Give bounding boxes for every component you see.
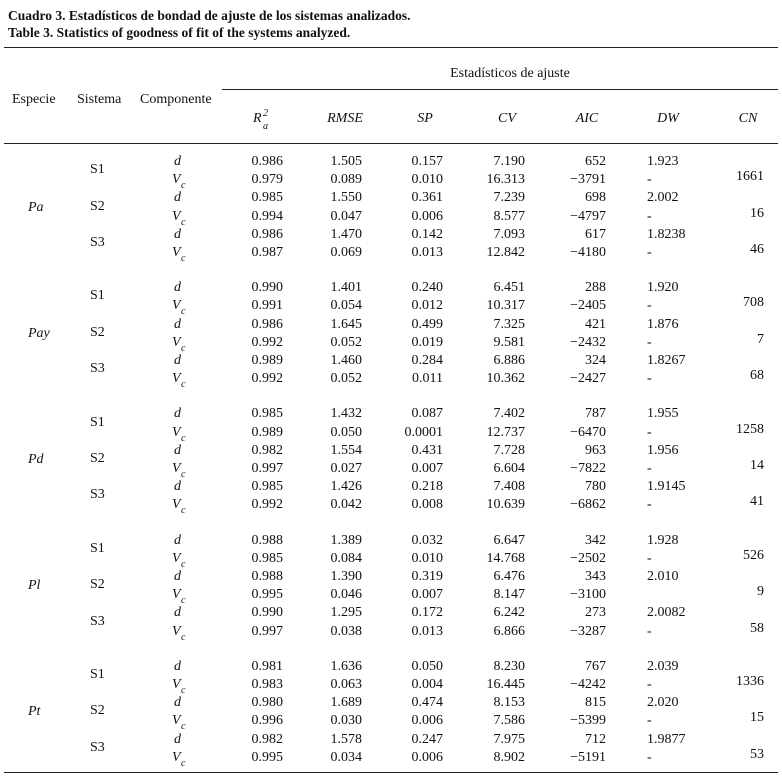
sp-value: 0.006 <box>411 208 443 224</box>
dw-value: 1.9145 <box>647 479 686 495</box>
cv-value: 10.639 <box>486 497 525 513</box>
ra2-value: 0.986 <box>251 316 283 332</box>
sp-value: 0.007 <box>411 587 443 603</box>
sp-value: 0.474 <box>411 695 443 711</box>
cv-value: 6.451 <box>493 280 525 296</box>
rmse-value: 0.047 <box>330 208 362 224</box>
component-vc-subscript: c <box>181 558 186 570</box>
aic-value: 273 <box>585 605 606 621</box>
sp-value: 0.012 <box>411 298 443 314</box>
sp-value: 0.008 <box>411 497 443 513</box>
component-vc: V <box>172 677 181 692</box>
ra2-value: 0.995 <box>251 587 283 603</box>
rmse-value: 1.554 <box>330 442 362 458</box>
system-name: S2 <box>90 577 105 593</box>
sp-value: 0.157 <box>411 154 443 169</box>
aic-value: 815 <box>585 695 606 711</box>
cn-value: 41 <box>750 494 764 510</box>
rmse-value: 1.550 <box>330 190 362 206</box>
component-d: d <box>174 406 181 422</box>
ra2-value: 0.985 <box>251 550 283 566</box>
ra2-value: 0.994 <box>251 208 283 224</box>
header-cv: CV <box>498 111 516 126</box>
component-vc: V <box>172 334 181 350</box>
cv-value: 7.408 <box>493 479 525 495</box>
dw-value: - <box>647 208 652 224</box>
rmse-value: 1.689 <box>330 695 362 711</box>
aic-value: −7822 <box>570 461 606 476</box>
sp-value: 0.218 <box>411 479 443 495</box>
cv-value: 7.325 <box>493 316 525 332</box>
component-vc: V <box>172 461 181 476</box>
dw-value: 1.956 <box>647 442 679 458</box>
component-vc-subscript: c <box>181 595 186 607</box>
component-vc-subscript: c <box>181 631 186 643</box>
rmse-value: 1.578 <box>330 731 362 747</box>
ra2-value: 0.985 <box>251 406 283 422</box>
sp-value: 0.0001 <box>404 424 443 440</box>
component-d: d <box>174 190 181 206</box>
cn-value: 16 <box>750 205 764 221</box>
rmse-value: 0.034 <box>330 749 362 765</box>
dw-value: 1.955 <box>647 406 679 422</box>
dw-value: - <box>647 623 652 639</box>
component-d: d <box>174 479 181 495</box>
species-name: Pd <box>28 452 44 467</box>
rmse-value: 1.426 <box>330 479 362 495</box>
component-vc-subscript: c <box>181 216 186 228</box>
header-sp: SP <box>417 111 433 126</box>
dw-value: - <box>647 172 652 188</box>
ra2-value: 0.997 <box>251 461 283 476</box>
component-d: d <box>174 154 181 169</box>
aic-value: 342 <box>585 532 606 548</box>
ra2-value: 0.990 <box>251 605 283 621</box>
sp-value: 0.499 <box>411 316 443 332</box>
cn-value: 9 <box>757 584 764 600</box>
sp-value: 0.142 <box>411 226 443 242</box>
rmse-value: 0.042 <box>330 497 362 513</box>
sp-value: 0.050 <box>411 658 443 674</box>
ra2-value: 0.986 <box>251 226 283 242</box>
component-vc-subscript: c <box>181 469 186 480</box>
component-vc-subscript: c <box>181 721 186 733</box>
aic-value: −3791 <box>570 172 606 188</box>
rmse-value: 0.063 <box>330 677 362 692</box>
rmse-value: 0.030 <box>330 713 362 729</box>
aic-value: −2427 <box>570 371 606 387</box>
sp-value: 0.007 <box>411 461 443 476</box>
cn-value: 1258 <box>736 421 764 437</box>
ra2-value: 0.981 <box>251 658 283 674</box>
cn-value: 53 <box>750 746 764 762</box>
cv-value: 7.586 <box>493 713 525 729</box>
system-name: S1 <box>90 540 105 556</box>
component-d: d <box>174 316 181 332</box>
sp-value: 0.172 <box>411 605 443 621</box>
component-vc: V <box>172 497 181 513</box>
rmse-value: 1.645 <box>330 316 362 332</box>
component-vc-subscript: c <box>181 180 186 192</box>
cv-value: 6.604 <box>493 461 525 476</box>
dw-value: 1.8238 <box>647 226 686 242</box>
aic-value: −3100 <box>570 587 606 603</box>
cn-value: 46 <box>750 242 764 257</box>
ra2-value: 0.988 <box>251 532 283 548</box>
cv-value: 16.313 <box>486 172 525 188</box>
aic-value: −6862 <box>570 497 606 513</box>
system-name: S2 <box>90 324 105 340</box>
ra2-value: 0.983 <box>251 677 283 692</box>
header-ra2 <box>253 110 279 132</box>
dw-value: 1.876 <box>647 316 679 332</box>
ra2-value: 0.992 <box>251 497 283 513</box>
ra2-subscript: a <box>263 121 268 132</box>
table-bottom-rule <box>4 772 778 773</box>
ra2-value: 0.985 <box>251 190 283 206</box>
rmse-value: 0.052 <box>330 371 362 387</box>
cn-value: 1661 <box>736 169 764 185</box>
ra2-value: 0.989 <box>251 424 283 440</box>
component-vc-subscript: c <box>181 505 186 517</box>
component-vc-subscript: c <box>181 757 186 769</box>
cv-value: 9.581 <box>493 334 525 350</box>
rmse-value: 0.069 <box>330 245 362 260</box>
component-vc-subscript: c <box>181 306 186 318</box>
component-vc: V <box>172 424 181 440</box>
cv-value: 7.975 <box>493 731 525 747</box>
header-estadisticos: Estadísticos de ajuste <box>450 66 570 81</box>
rmse-value: 1.432 <box>330 406 362 422</box>
sp-value: 0.284 <box>411 353 443 368</box>
component-vc: V <box>172 587 181 603</box>
ra2-value: 0.980 <box>251 695 283 711</box>
dw-value: - <box>647 713 652 729</box>
rmse-value: 0.038 <box>330 623 362 639</box>
cv-value: 7.728 <box>493 442 525 458</box>
sp-value: 0.361 <box>411 190 443 206</box>
rmse-value: 1.636 <box>330 658 362 674</box>
header-sistema: Sistema <box>77 92 122 107</box>
dw-value: 2.002 <box>647 190 679 206</box>
ra2-value: 0.991 <box>251 298 283 314</box>
cn-value: 1336 <box>736 674 764 689</box>
cv-value: 12.842 <box>486 245 525 260</box>
cv-value: 8.577 <box>493 208 525 224</box>
dw-value: - <box>647 298 652 314</box>
component-vc: V <box>172 298 181 314</box>
dw-value: - <box>647 461 652 476</box>
component-d: d <box>174 226 181 242</box>
species-name: Pl <box>28 578 41 594</box>
aic-value: −4797 <box>570 208 606 224</box>
rmse-value: 0.052 <box>330 334 362 350</box>
aic-value: −2432 <box>570 334 606 350</box>
aic-value: −5399 <box>570 713 606 729</box>
sp-value: 0.240 <box>411 280 443 296</box>
aic-value: −2405 <box>570 298 606 314</box>
caption-english: Table 3. Statistics of goodness of fit of the systems analyzed. <box>8 25 351 40</box>
cv-value: 8.153 <box>493 695 525 711</box>
ra2-value: 0.987 <box>251 245 283 260</box>
aic-value: −3287 <box>570 623 606 639</box>
aic-value: 421 <box>585 316 606 332</box>
dw-value: 2.039 <box>647 658 679 674</box>
dw-value: 1.9877 <box>647 731 686 747</box>
species-name: Pay <box>28 325 50 341</box>
rmse-value: 1.389 <box>330 532 362 548</box>
component-vc: V <box>172 245 181 260</box>
system-name: S1 <box>90 667 105 682</box>
dw-value: - <box>647 550 652 566</box>
caption-spanish: Cuadro 3. Estadísticos de bondad de ajuste de los sistemas analizados. <box>8 8 411 23</box>
component-vc: V <box>172 713 181 729</box>
header-bottom-rule <box>4 143 778 144</box>
component-d: d <box>174 731 181 747</box>
rmse-value: 1.390 <box>330 569 362 584</box>
ra2-value: 0.989 <box>251 353 283 368</box>
ra2-value: 0.982 <box>251 442 283 458</box>
dw-value: 1.923 <box>647 154 679 169</box>
cv-value: 8.230 <box>493 658 525 674</box>
cn-value: 58 <box>750 620 764 636</box>
dw-value: - <box>647 677 652 692</box>
component-d: d <box>174 280 181 296</box>
rmse-value: 0.084 <box>330 550 362 566</box>
cv-value: 7.239 <box>493 190 525 206</box>
component-vc: V <box>172 749 181 765</box>
component-d: d <box>174 532 181 548</box>
aic-value: 712 <box>585 731 606 747</box>
ra2-superscript: 2 <box>263 108 268 119</box>
component-d: d <box>174 605 181 621</box>
dw-value: 2.0082 <box>647 605 686 621</box>
cv-value: 14.768 <box>486 550 525 566</box>
cv-value: 7.190 <box>493 154 525 169</box>
component-vc-subscript: c <box>181 342 186 354</box>
aic-value: 652 <box>585 154 606 169</box>
cv-value: 6.866 <box>493 623 525 639</box>
ra2-value: 0.988 <box>251 569 283 584</box>
system-name: S3 <box>90 613 105 629</box>
sp-value: 0.004 <box>411 677 443 692</box>
cv-value: 8.902 <box>493 749 525 765</box>
aic-value: −5191 <box>570 749 606 765</box>
sp-value: 0.010 <box>411 172 443 188</box>
aic-value: 767 <box>585 658 606 674</box>
ra2-value: 0.997 <box>251 623 283 639</box>
dw-value: - <box>647 497 652 513</box>
component-vc-subscript: c <box>181 379 186 391</box>
header-dw: DW <box>657 111 679 126</box>
dw-value: 2.020 <box>647 695 679 711</box>
system-name: S1 <box>90 162 105 178</box>
system-name: S2 <box>90 703 105 719</box>
rmse-value: 0.050 <box>330 424 362 440</box>
subheader-rule <box>222 89 778 90</box>
cv-value: 7.093 <box>493 226 525 242</box>
rmse-value: 1.295 <box>330 605 362 621</box>
sp-value: 0.010 <box>411 550 443 566</box>
rmse-value: 0.054 <box>330 298 362 314</box>
component-d: d <box>174 569 181 584</box>
system-name: S1 <box>90 414 105 430</box>
species-name: Pt <box>28 704 41 720</box>
sp-value: 0.319 <box>411 569 443 584</box>
dw-value: - <box>647 245 652 260</box>
sp-value: 0.087 <box>411 406 443 422</box>
component-vc: V <box>172 172 181 188</box>
rmse-value: 1.401 <box>330 280 362 296</box>
header-especie: Especie <box>12 92 56 107</box>
ra2-value: 0.990 <box>251 280 283 296</box>
ra2-value: 0.979 <box>251 172 283 188</box>
cn-value: 68 <box>750 368 764 384</box>
cn-value: 708 <box>743 295 764 311</box>
rmse-value: 0.089 <box>330 172 362 188</box>
cn-value: 526 <box>743 547 764 563</box>
ra2-value: 0.985 <box>251 479 283 495</box>
cv-value: 6.647 <box>493 532 525 548</box>
cv-value: 10.317 <box>486 298 525 314</box>
cv-value: 10.362 <box>486 371 525 387</box>
system-name: S3 <box>90 235 105 250</box>
system-name: S3 <box>90 361 105 377</box>
sp-value: 0.011 <box>412 371 443 387</box>
aic-value: 963 <box>585 442 606 458</box>
species-name: Pa <box>28 199 44 215</box>
aic-value: 787 <box>585 406 606 422</box>
component-d: d <box>174 658 181 674</box>
cn-value: 15 <box>750 710 764 726</box>
dw-value: - <box>647 371 652 387</box>
aic-value: 288 <box>585 280 606 296</box>
header-cn: CN <box>738 111 758 126</box>
aic-value: 343 <box>585 569 606 584</box>
sp-value: 0.431 <box>411 442 443 458</box>
rmse-value: 0.027 <box>330 461 362 476</box>
dw-value: 2.010 <box>647 569 679 584</box>
component-vc: V <box>172 550 181 566</box>
component-d: d <box>174 695 181 711</box>
system-name: S2 <box>90 451 105 466</box>
system-name: S1 <box>90 288 105 304</box>
cv-value: 6.476 <box>493 569 525 584</box>
dw-value: 1.8267 <box>647 353 686 368</box>
cv-value: 6.242 <box>493 605 525 621</box>
system-name: S3 <box>90 487 105 503</box>
sp-value: 0.006 <box>411 749 443 765</box>
dw-value: 1.920 <box>647 280 679 296</box>
rmse-value: 0.046 <box>330 587 362 603</box>
header-aic: AIC <box>575 111 599 126</box>
cv-value: 12.737 <box>486 424 525 440</box>
dw-value: - <box>647 749 652 765</box>
table-top-rule <box>4 47 778 48</box>
rmse-value: 1.470 <box>330 226 362 242</box>
component-vc-subscript: c <box>181 432 186 444</box>
ra2-value: 0.982 <box>251 731 283 747</box>
ra2-value: 0.995 <box>251 749 283 765</box>
sp-value: 0.013 <box>411 623 443 639</box>
dw-value: 1.928 <box>647 532 679 548</box>
rmse-value: 1.505 <box>330 154 362 169</box>
dw-value: - <box>647 334 652 350</box>
dw-value: - <box>647 424 652 440</box>
component-d: d <box>174 442 181 458</box>
sp-value: 0.032 <box>411 532 443 548</box>
cn-value: 14 <box>750 458 764 473</box>
header-componente: Componente <box>140 92 212 107</box>
sp-value: 0.247 <box>411 731 443 747</box>
component-vc: V <box>172 623 181 639</box>
component-d: d <box>174 353 181 368</box>
rmse-value: 1.460 <box>330 353 362 368</box>
ra2-value: 0.992 <box>251 371 283 387</box>
aic-value: −4180 <box>570 245 606 260</box>
sp-value: 0.013 <box>411 245 443 260</box>
cv-value: 8.147 <box>493 587 525 603</box>
sp-value: 0.006 <box>411 713 443 729</box>
cv-value: 6.886 <box>493 353 525 368</box>
component-vc: V <box>172 371 181 387</box>
aic-value: 780 <box>585 479 606 495</box>
aic-value: −6470 <box>570 424 606 440</box>
cv-value: 7.402 <box>493 406 525 422</box>
system-name: S2 <box>90 198 105 214</box>
system-name: S3 <box>90 739 105 755</box>
aic-value: −4242 <box>570 677 606 692</box>
component-vc-subscript: c <box>181 685 186 696</box>
header-rmse: RMSE <box>327 111 363 126</box>
sp-value: 0.019 <box>411 334 443 350</box>
ra2-value: 0.986 <box>251 154 283 169</box>
cn-value: 7 <box>757 331 764 347</box>
aic-value: 698 <box>585 190 606 206</box>
aic-value: 617 <box>585 226 606 242</box>
ra2-value: 0.996 <box>251 713 283 729</box>
ra2-base: R <box>253 111 262 126</box>
aic-value: 324 <box>585 353 606 368</box>
cv-value: 16.445 <box>486 677 525 692</box>
component-vc: V <box>172 208 181 224</box>
ra2-value: 0.992 <box>251 334 283 350</box>
aic-value: −2502 <box>570 550 606 566</box>
component-vc-subscript: c <box>181 253 186 264</box>
